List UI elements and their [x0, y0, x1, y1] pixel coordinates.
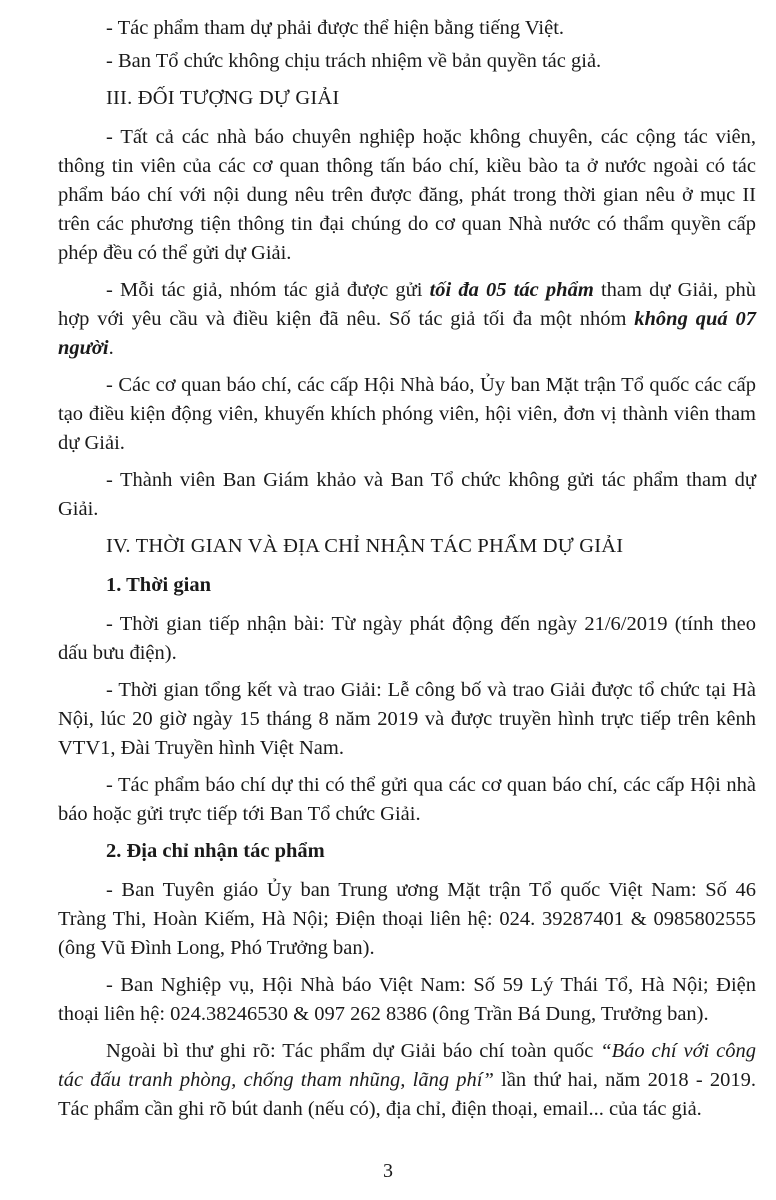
paragraph	[58, 1037, 756, 1124]
paragraph-text: Ngoài bì thư ghi rõ: Tác phẩm dự Giải báo chí toàn quốc	[106, 1040, 601, 1062]
paragraph: - Tác phẩm báo chí dự thi có thể gửi qua các cơ quan báo chí, các cấp Hội nhà báo hoặc gửi trực tiếp tới Ban Tổ chức Giải.	[58, 774, 756, 825]
paragraph: - Ban Nghiệp vụ, Hội Nhà báo Việt Nam: Số 59 Lý Thái Tổ, Hà Nội; Điện thoại liên hệ: 024.38246530 & 097 262 8386 (ông Trần Bá Dung, Trưởng ban).	[58, 974, 756, 1025]
paragraph: - Ban Tuyên giáo Ủy ban Trung ương Mặt trận Tổ quốc Việt Nam: Số 46 Tràng Thi, Hoàn Kiếm, Hà Nội; Điện thoại liên hệ: 024. 39287401 & 0985802555 (ông Vũ Đình Long, Phó Trưởng ban).	[58, 879, 756, 959]
section-heading: IV. THỜI GIAN VÀ ĐỊA CHỈ NHẬN TÁC PHẨM DỰ GIẢI	[106, 535, 624, 557]
paragraph-text: tham dự Giải, phù hợp với yêu cầu và điều kiện đã nêu. Số tác giả tối đa một nhóm	[58, 279, 756, 330]
quoted-title: “Báo chí với công tác đấu tranh phòng, chống tham nhũng, lãng phí”	[58, 1040, 756, 1091]
emphasis-text: tối đa 05 tác phẩm	[429, 279, 594, 301]
paragraph: - Thành viên Ban Giám khảo và Ban Tổ chức không gửi tác phẩm tham dự Giải.	[58, 469, 756, 520]
emphasis-text: không quá 07 người	[58, 308, 756, 359]
page-number: 3	[383, 1160, 393, 1182]
paragraph: - Tất cả các nhà báo chuyên nghiệp hoặc không chuyên, các cộng tác viên, thông tin viên của các cơ quan thông tấn báo chí, kiều bào ta ở nước ngoài có tác phẩm báo chí với nội dung nêu trên được đăng, phát trong thời gian nêu ở mục II trên các phương tiện thông tin đại chúng do cơ quan Nhà nước có thẩm quyền cấp phép đều có thể gửi dự Giải.	[58, 126, 756, 264]
paragraph: - Các cơ quan báo chí, các cấp Hội Nhà báo, Ủy ban Mặt trận Tổ quốc các cấp tạo điều kiện động viên, khuyến khích phóng viên, hội viên, đơn vị thành viên tham dự Giải.	[58, 374, 756, 454]
paragraph-text: lần thứ hai, năm 2018 - 2019. Tác phẩm cần ghi rõ bút danh (nếu có), địa chỉ, điện thoại, email... của tác giả.	[58, 1069, 756, 1120]
paragraph: - Thời gian tiếp nhận bài: Từ ngày phát động đến ngày 21/6/2019 (tính theo dấu bưu điện).	[58, 613, 756, 664]
paragraph: - Ban Tổ chức không chịu trách nhiệm về bản quyền tác giả.	[106, 50, 602, 72]
subsection-heading: 2. Địa chỉ nhận tác phẩm	[106, 840, 325, 862]
paragraph: - Tác phẩm tham dự phải được thể hiện bằng tiếng Việt.	[106, 17, 565, 39]
section-heading: III. ĐỐI TƯỢNG DỰ GIẢI	[106, 87, 340, 109]
subsection-heading: 1. Thời gian	[106, 574, 211, 596]
paragraph-text: .	[108, 337, 114, 359]
paragraph: - Thời gian tổng kết và trao Giải: Lễ công bố và trao Giải được tổ chức tại Hà Nội, lúc 20 giờ ngày 15 tháng 8 năm 2019 và được truyền hình trực tiếp trên kênh VTV1, Đài Truyền hình Việt Nam.	[58, 679, 756, 759]
paragraph-text: - Mỗi tác giả, nhóm tác giả được gửi	[106, 279, 430, 301]
paragraph	[58, 276, 756, 363]
